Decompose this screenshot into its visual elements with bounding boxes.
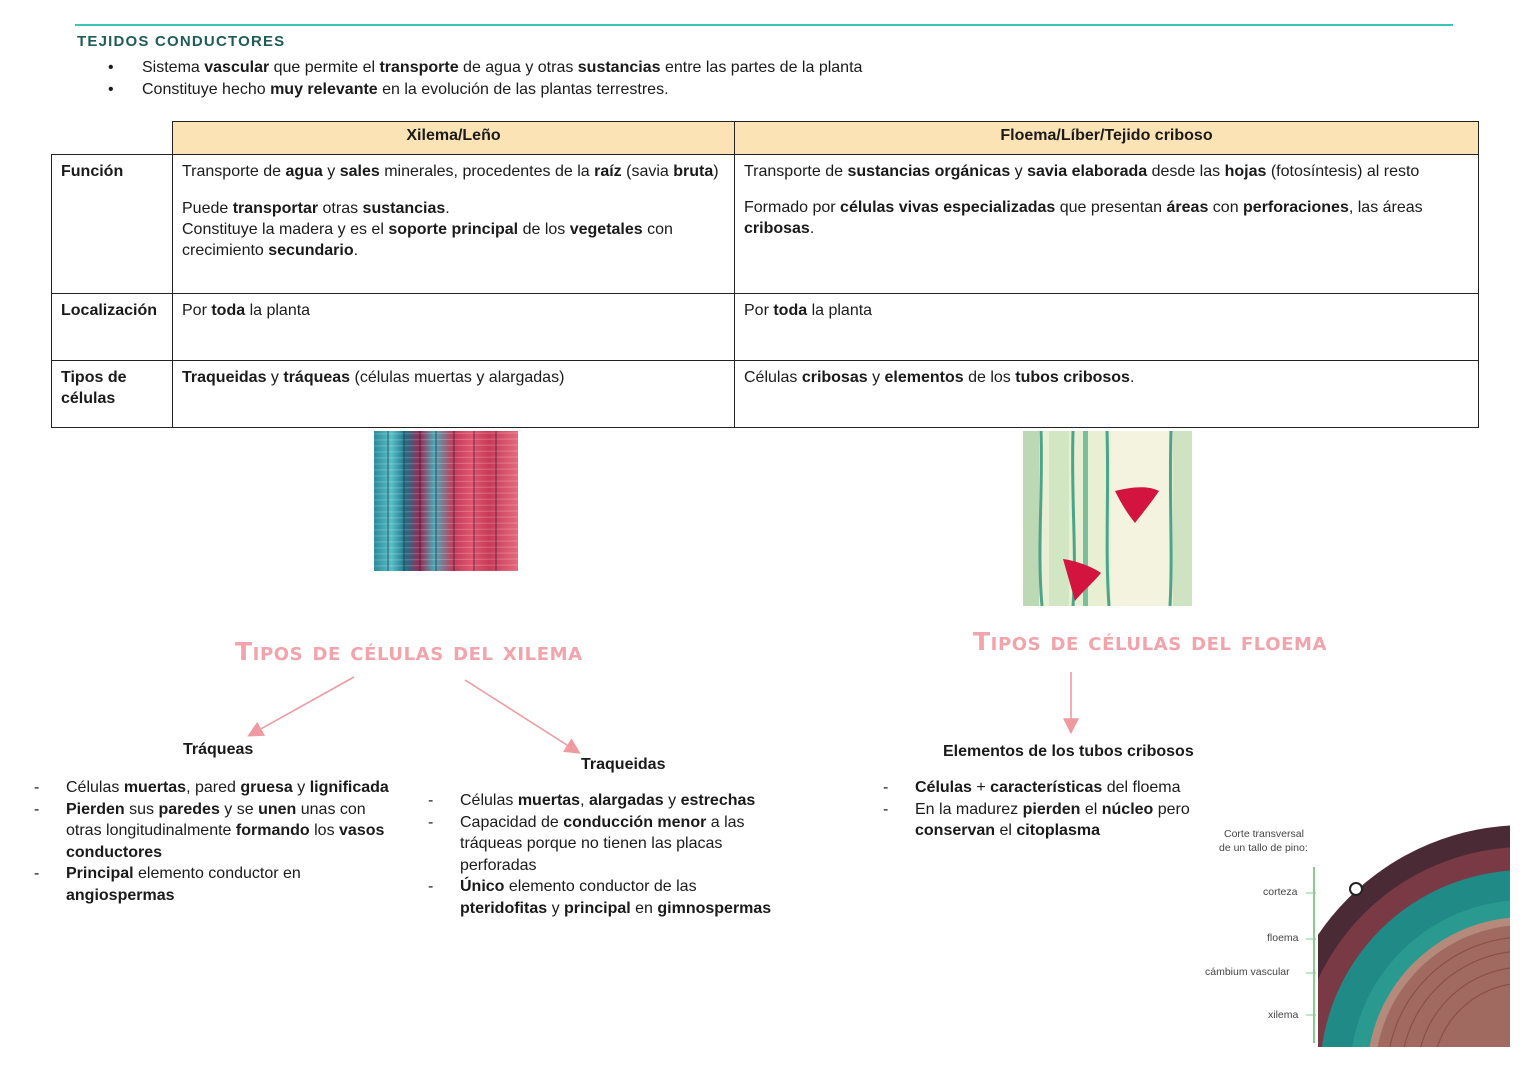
list-item [883, 799, 1223, 842]
pine-caption-line2: de un tallo de pino: [1219, 842, 1308, 854]
cell-paragraph: Transporte de sustancias orgánicas y savia elaborada desde las hojas (fotosíntesis) al resto [744, 163, 1420, 180]
pine-label-cambium: cámbium vascular [1205, 966, 1290, 978]
pine-caption-line1: Corte transversal [1224, 828, 1304, 840]
pine-leader-lines [1200, 823, 1320, 1048]
cell-paragraph: Puede transportar otras sustancias. Constituye la madera y es el soporte principal de los vegetales con crecimiento secundario. [182, 200, 673, 259]
list-item-text: Único elemento conductor de las pteridofitas y principal en gimnospermas [460, 878, 772, 917]
cell-paragraph: Por toda la planta [182, 302, 311, 319]
list-item-text: Células muertas, alargadas y estrechas [460, 792, 756, 809]
list-item [883, 777, 1223, 799]
cell-paragraph: Células cribosas y elementos de los tubos cribosos. [744, 369, 1135, 386]
row-label-localizacion: Localización [52, 294, 173, 361]
pine-label-floema: floema [1267, 932, 1299, 944]
row-label-funcion: Función [52, 155, 173, 294]
list-item [34, 799, 404, 864]
list-item-text: Principal elemento conductor en angiospermas [66, 865, 301, 904]
section-title: TEJIDOS CONDUCTORES [77, 33, 286, 50]
list-item [34, 777, 404, 799]
tubos-title: Elementos de los tubos cribosos [943, 743, 1194, 760]
intro-text: Sistema vascular que permite el transporte de agua y otras sustancias entre las partes de la planta [142, 59, 863, 76]
header-floema: Floema/Líber/Tejido criboso [735, 122, 1479, 155]
traqueas-title: Tráqueas [183, 741, 254, 758]
cell-paragraph: Formado por células vivas especializadas que presentan áreas con perforaciones, las áreas cribosas. [744, 199, 1423, 237]
list-item [428, 812, 788, 877]
list-item-text: Capacidad de conducción menor a las tráqueas porque no tienen las placas perforadas [460, 813, 745, 874]
pine-cross-section-figure [1200, 823, 1510, 1048]
arrow-to-traqueidas [465, 680, 578, 752]
list-item-text: En la madurez pierden el núcleo pero conservan el citoplasma [915, 800, 1190, 839]
traqueas-list [34, 777, 404, 906]
pine-label-corteza: corteza [1263, 886, 1298, 898]
row-label-tipos-line2: células [61, 390, 116, 407]
intro-text: Constituye hecho muy relevante en la evolución de las plantas terrestres. [142, 81, 669, 98]
row-label-tipos-line1: Tipos de [61, 369, 127, 386]
pine-micrograph [1310, 825, 1510, 1047]
list-item-text: Pierden sus paredes y se unen unas con otras longitudinalmente formando los vasos conductores [66, 800, 385, 861]
arrow-to-traqueas [250, 677, 354, 735]
xilema-heading: Tipos de células del xilema [235, 637, 583, 666]
traqueidas-list [428, 790, 788, 919]
header-xilema: Xilema/Leño [173, 122, 735, 155]
list-item-text: Células muertas, pared gruesa y lignificada [66, 779, 389, 796]
cell-paragraph: Por toda la planta [744, 302, 873, 319]
list-item [428, 876, 788, 919]
cell-paragraph: Transporte de agua y sales minerales, procedentes de la raíz (savia bruta) [182, 163, 719, 180]
cell-paragraph: Traqueidas y tráqueas (células muertas y alargadas) [182, 369, 565, 386]
pine-label-xilema: xilema [1268, 1009, 1299, 1021]
tubos-list [883, 777, 1223, 842]
traqueidas-title: Traqueidas [581, 756, 666, 773]
list-item [34, 863, 404, 906]
list-item [428, 790, 788, 812]
list-item-text: Células + características del floema [915, 779, 1181, 796]
floema-heading: Tipos de células del floema [973, 627, 1328, 656]
